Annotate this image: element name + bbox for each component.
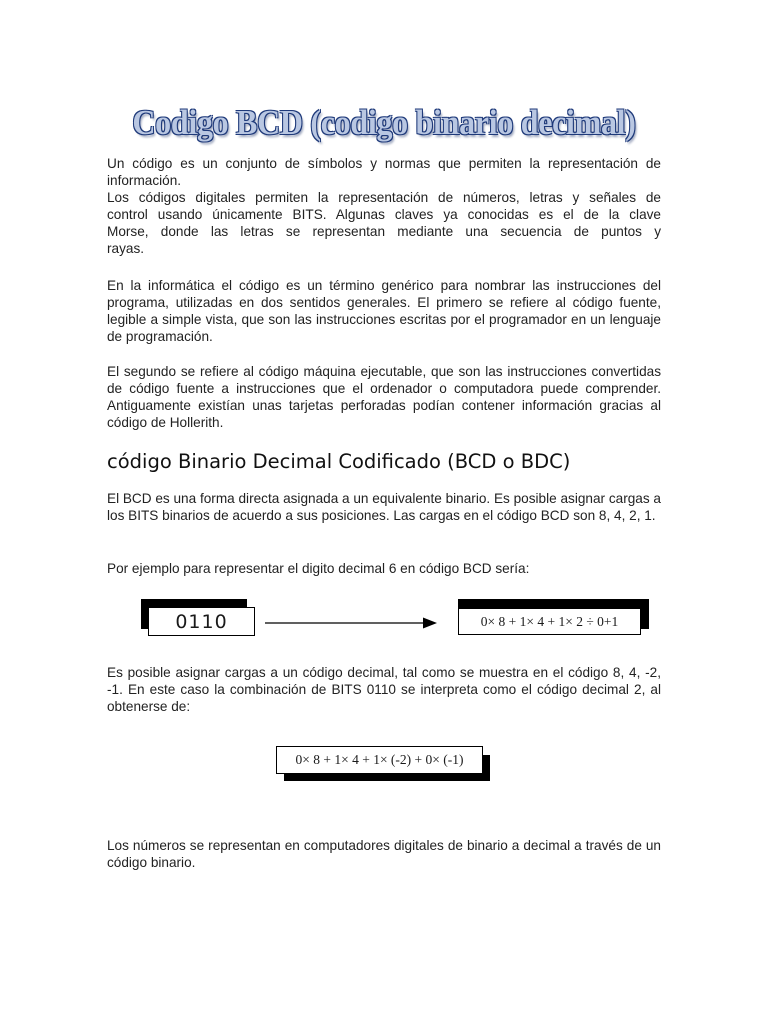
intro-line: Los códigos digitales permiten la representación de números, letras y señales de <box>107 190 661 205</box>
section-heading: código Binario Decimal Codificado (BCD o BDC) <box>107 450 571 473</box>
paragraph-informatica: En la informática el código es un término genérico para nombrar las instrucciones del programa, utilizadas en dos sentidos generales. El primero se refiere al código fuente, legible a simple vista, que son las instrucciones escritas por el programador en un lenguaje de programación. <box>107 278 661 344</box>
document-title: Codigo BCD (codigo binario decimal) <box>132 102 636 142</box>
paragraph-bcd-definition: El BCD es una forma directa asignada a un equivalente binario. Es posible asignar cargas a los BITS binarios de acuerdo a sus posiciones. Las cargas en el código BCD son 8, 4, 2, 1. <box>107 491 661 523</box>
intro-line: rayas. <box>107 241 145 256</box>
right-arrow-icon <box>265 616 437 630</box>
formula-2-box <box>276 746 483 774</box>
paragraph-weighted-code: Es posible asignar cargas a un código decimal, tal como se muestra en el código 8, 4, -2, -1. En este caso la combinación de BITS 0110 se interpreta como el código decimal 2, al obtenerse de: <box>107 665 661 714</box>
paragraph-conclusion: Los números se representan en computadores digitales de binario a decimal a través de un código binario. <box>107 838 661 870</box>
intro-line: Un código es un conjunto de símbolos y normas que permiten la representación de <box>107 156 661 171</box>
intro-line: información. <box>107 173 182 188</box>
paragraph-example-intro: Por ejemplo para representar el digito decimal 6 en código BCD sería: <box>107 561 530 576</box>
intro-line: control usando únicamente BITS. Algunas claves ya conocidas es el de la clave <box>107 207 661 222</box>
formula-2: 0× 8 + 1× 4 + 1× (-2) + 0× (-1) <box>295 752 464 767</box>
formula-1: 0× 8 + 1× 4 + 1× 2 ÷ 0+1 <box>480 613 619 629</box>
paragraph-codigo-maquina: El segundo se refiere al código máquina ejecutable, que son las instrucciones convertidas de código fuente a instrucciones que el ordenador o computadora puede comprender. Antiguamente existían unas tarjetas perforadas podían contener información gracias al código de Hollerith. <box>107 364 661 430</box>
binary-value: 0110 <box>175 610 228 633</box>
intro-paragraph <box>107 155 661 257</box>
formula-1-box <box>458 608 641 635</box>
binary-value-box <box>148 607 255 636</box>
intro-line: Morse, donde las letras se representan mediante una secuencia de puntos y <box>107 224 661 239</box>
